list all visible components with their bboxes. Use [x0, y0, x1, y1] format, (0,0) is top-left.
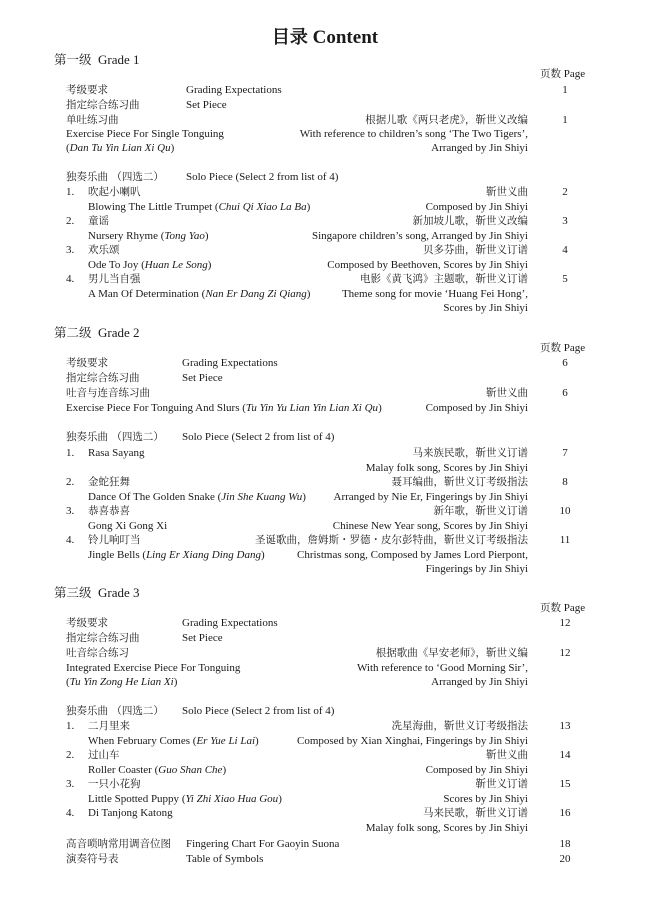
solo-title-zh[interactable]: 二月里来: [88, 720, 130, 732]
grade-3-heading: 第三级 Grade 3: [54, 585, 140, 600]
solo-credit-en: Christmas song, Composed by James Lord Pierpont,: [297, 549, 528, 561]
solo-title-en[interactable]: Nursery Rhyme (Tong Yao): [88, 230, 209, 242]
set-piece-label: Set Piece: [182, 372, 223, 384]
solo-header-zh: 独奏乐曲 （四选二）: [66, 171, 164, 183]
exercise-credit-zh: 根据歌曲《早安老师》，靳世义编: [375, 647, 528, 659]
page-column-header: 页数 Page: [540, 68, 586, 80]
page-column-header: 页数 Page: [540, 602, 586, 614]
solo-title-zh[interactable]: 欢乐颂: [88, 244, 120, 256]
solo-title-zh[interactable]: 吹起小喇叭: [88, 186, 141, 198]
grading-expectations-zh: 考级要求: [66, 617, 108, 629]
page-number: 14: [559, 749, 571, 761]
solo-title-en[interactable]: Little Spotted Puppy (Yi Zhi Xiao Hua Gou): [88, 793, 282, 805]
page-number: 13: [559, 720, 571, 732]
solo-credit-zh: 聂耳编曲，靳世义订考级指法: [391, 476, 528, 488]
list-number: 4.: [66, 807, 75, 819]
exercise-credit-en: Composed by Jin Shiyi: [425, 402, 528, 414]
page-number: 20: [559, 853, 571, 865]
solo-title-en[interactable]: Gong Xi Gong Xi: [88, 520, 168, 532]
solo-title-en[interactable]: Dance Of The Golden Snake (Jin She Kuang Wu): [88, 491, 306, 503]
solo-title-zh[interactable]: 铃儿响叮当: [88, 534, 141, 546]
solo-header-en: Solo Piece (Select 2 from list of 4): [182, 705, 335, 717]
solo-title-zh[interactable]: 过山车: [88, 749, 120, 761]
exercise-title-en[interactable]: Exercise Piece For Single Tonguing: [66, 128, 224, 140]
solo-header-en: Solo Piece (Select 2 from list of 4): [186, 171, 339, 183]
page-number: 8: [562, 476, 568, 488]
page-column-header: 页数 Page: [540, 342, 586, 354]
list-number: 3.: [66, 505, 75, 517]
solo-credit-en: Malay folk song, Scores by Jin Shiyi: [365, 462, 528, 474]
set-piece-label: Set Piece: [186, 99, 227, 111]
page-number: 5: [562, 273, 568, 285]
solo-credit-en: Arranged by Nie Er, Fingerings by Jin Shiyi: [333, 491, 528, 503]
exercise-title-en[interactable]: Integrated Exercise Piece For Tonguing: [66, 662, 241, 674]
solo-credit-zh: 新加坡儿歌，靳世义改编: [412, 215, 528, 227]
set-piece-zh: 指定综合练习曲: [66, 632, 140, 644]
title-zh: 目录: [271, 27, 308, 48]
solo-credit-zh: 贝多芬曲，靳世义订谱: [423, 244, 528, 256]
solo-credit-zh: 圣诞歌曲，詹姆斯・罗德・皮尔彭特曲，靳世义订考级指法: [255, 534, 528, 546]
exercise-credit-zh: 根据儿歌《两只老虎》，靳世义改编: [365, 114, 528, 126]
solo-credit-en: Theme song for movie ‘Huang Fei Hong’,: [341, 288, 528, 300]
grade-2-heading: 第二级 Grade 2: [54, 325, 140, 340]
exercise-title-zh[interactable]: 单吐练习曲: [66, 114, 119, 126]
solo-header-en: Solo Piece (Select 2 from list of 4): [182, 431, 335, 443]
solo-credit-en: Composed by Jin Shiyi: [425, 764, 528, 776]
list-number: 3.: [66, 778, 75, 790]
appendix-symbols-en[interactable]: Table of Symbols: [186, 853, 264, 865]
exercise-credit-zh: 靳世义曲: [486, 387, 528, 399]
appendix-symbols-zh[interactable]: 演奏符号表: [66, 853, 119, 865]
list-number: 3.: [66, 244, 75, 256]
set-piece-zh: 指定综合练习曲: [66, 372, 140, 384]
solo-title-en[interactable]: Jingle Bells (Ling Er Xiang Ding Dang): [88, 549, 265, 561]
set-piece-zh: 指定综合练习曲: [66, 99, 140, 111]
solo-credit-en: Malay folk song, Scores by Jin Shiyi: [365, 822, 528, 834]
page-number: 11: [559, 534, 571, 546]
appendix-fingering-chart-zh[interactable]: 高音唢呐常用调音位图: [66, 838, 171, 850]
solo-credit-zh: 新年歌，靳世义订谱: [433, 505, 528, 517]
exercise-credit-en: With reference to children’s song ‘The Two Tigers’,: [299, 128, 528, 140]
solo-credit-zh: 冼星海曲，靳世义订考级指法: [391, 720, 528, 732]
title-en: Content: [312, 27, 379, 48]
solo-header-zh: 独奏乐曲 （四选二）: [66, 431, 164, 443]
grading-expectations-link[interactable]: Grading Expectations: [182, 617, 278, 629]
solo-credit-zh: 靳世义曲: [486, 749, 528, 761]
solo-title-en[interactable]: A Man Of Determination (Nan Er Dang Zi Qiang): [88, 288, 311, 300]
solo-credit-zh: 靳世义曲: [486, 186, 528, 198]
exercise-pinyin: (Dan Tu Yin Lian Xi Qu): [66, 142, 175, 154]
grading-expectations-zh: 考级要求: [66, 84, 108, 96]
page-number: 18: [559, 838, 571, 850]
page-number: 16: [559, 807, 571, 819]
exercise-credit-en: Arranged by Jin Shiyi: [431, 142, 528, 154]
page-number: 1: [562, 114, 568, 126]
solo-title-zh[interactable]: 童谣: [88, 215, 109, 227]
solo-credit-en: Chinese New Year song, Scores by Jin Shiyi: [332, 520, 528, 532]
page-number: 2: [562, 186, 568, 198]
page-title: [0, 26, 650, 50]
solo-title-en[interactable]: Ode To Joy (Huan Le Song): [88, 259, 212, 271]
page-number: 12: [559, 647, 571, 659]
solo-credit-en: Composed by Beethoven, Scores by Jin Shiyi: [327, 259, 528, 271]
solo-credit-en: Scores by Jin Shiyi: [443, 793, 528, 805]
exercise-credit-en: Arranged by Jin Shiyi: [431, 676, 528, 688]
set-piece-label: Set Piece: [182, 632, 223, 644]
exercise-title-en[interactable]: Exercise Piece For Tonguing And Slurs (Tu Yin Yu Lian Yin Lian Xi Qu): [66, 402, 382, 414]
solo-credit-en: Scores by Jin Shiyi: [443, 302, 528, 314]
solo-title-en[interactable]: Rasa Sayang: [88, 447, 145, 459]
appendix-fingering-chart-en[interactable]: Fingering Chart For Gaoyin Suona: [186, 838, 340, 850]
solo-title-en[interactable]: When February Comes (Er Yue Li Lai): [88, 735, 259, 747]
solo-credit-zh: 靳世义订谱: [475, 778, 528, 790]
list-number: 4.: [66, 273, 75, 285]
grading-expectations-link[interactable]: Grading Expectations: [182, 357, 278, 369]
solo-title-en[interactable]: Di Tanjong Katong: [88, 807, 173, 819]
solo-credit-zh: 马来民歌，靳世义订谱: [423, 807, 528, 819]
exercise-credit-en: With reference to ‘Good Morning Sir’,: [356, 662, 528, 674]
list-number: 2.: [66, 476, 75, 488]
solo-title-zh[interactable]: 恭喜恭喜: [88, 505, 130, 517]
solo-credit-zh: 电影《黄飞鸿》主题歌，靳世义订谱: [360, 273, 528, 285]
solo-credit-en: Composed by Xian Xinghai, Fingerings by Jin Shiyi: [297, 735, 528, 747]
solo-header-zh: 独奏乐曲 （四选二）: [66, 705, 164, 717]
page-number: 1: [562, 84, 568, 96]
list-number: 2.: [66, 749, 75, 761]
exercise-title-zh[interactable]: 吐音综合练习: [66, 647, 129, 659]
exercise-pinyin: (Tu Yin Zong He Lian Xi): [66, 676, 178, 688]
page-number: 4: [562, 244, 568, 256]
list-number: 4.: [66, 534, 75, 546]
list-number: 1.: [66, 720, 75, 732]
page-number: 3: [562, 215, 568, 227]
solo-title-zh[interactable]: 男儿当自强: [88, 273, 141, 285]
solo-credit-zh: 马来族民歌，靳世义订谱: [412, 447, 528, 459]
solo-title-zh[interactable]: 金蛇狂舞: [88, 476, 130, 488]
solo-credit-en: Singapore children’s song, Arranged by Jin Shiyi: [311, 230, 528, 242]
solo-title-zh[interactable]: 一只小花狗: [88, 778, 141, 790]
solo-title-en[interactable]: Roller Coaster (Guo Shan Che): [88, 764, 227, 776]
list-number: 1.: [66, 447, 75, 459]
solo-credit-en: Fingerings by Jin Shiyi: [425, 563, 528, 575]
grade-1-heading: 第一级 Grade 1: [54, 52, 140, 67]
page-number: 6: [562, 387, 568, 399]
exercise-title-zh[interactable]: 吐音与连音练习曲: [66, 387, 150, 399]
list-number: 1.: [66, 186, 75, 198]
page-number: 7: [562, 447, 568, 459]
grading-expectations-link[interactable]: Grading Expectations: [186, 84, 282, 96]
page-number: 12: [559, 617, 571, 629]
solo-title-en[interactable]: Blowing The Little Trumpet (Chui Qi Xiao La Ba): [88, 201, 311, 213]
page-number: 10: [559, 505, 571, 517]
grading-expectations-zh: 考级要求: [66, 357, 108, 369]
page-number: 15: [559, 778, 571, 790]
list-number: 2.: [66, 215, 75, 227]
page-number: 6: [562, 357, 568, 369]
solo-credit-en: Composed by Jin Shiyi: [425, 201, 528, 213]
